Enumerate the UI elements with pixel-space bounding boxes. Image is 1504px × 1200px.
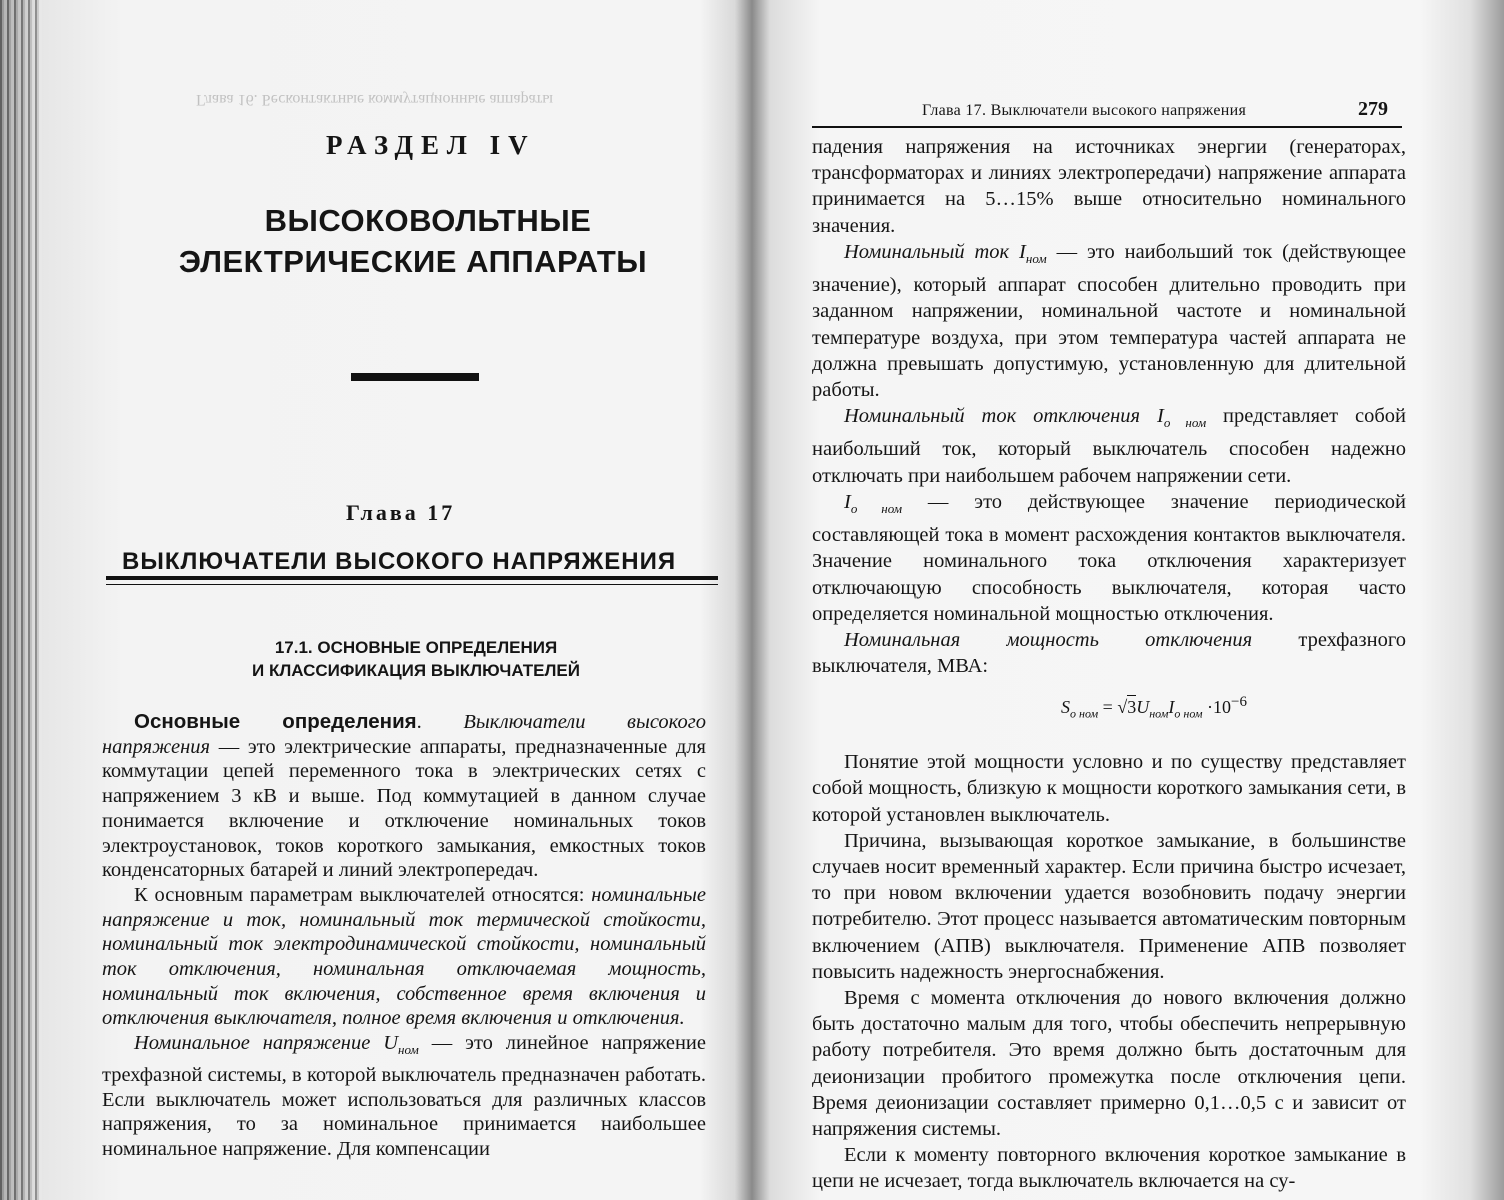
paragraph-definitions xyxy=(102,710,706,883)
term-subscript: ном xyxy=(1025,250,1047,266)
paragraph-rated-voltage xyxy=(102,1031,706,1162)
subsection-heading xyxy=(226,636,606,682)
paragraph-text: представляет собой наибольший ток, который выключатель способен надежно отключать при наибольшем рабочем напряжении сети. xyxy=(812,405,1406,487)
paragraph-auto-reclose: Причина, вызывающая короткое замыкание, в большинстве случаев носит временный характер. Если причина быстро исчезает, то при новом включении удается возобновить подачу энергии потребителю. Этот процесс называется автоматическим повторным включением (АПВ) выключателя. Применение АПВ позволяет повысить надежность энергоснабжения. xyxy=(812,829,1406,983)
decorative-bar xyxy=(351,373,479,381)
chapter-label: Глава 17 xyxy=(346,500,456,525)
paragraph-parameters xyxy=(102,883,706,1031)
parameter-list: номинальные напряжение и ток, номинальный ток термической стойкости, номинальный ток электродинамической стойкости, номинальный ток отключения, номинальная отключаемая мощность, номинальный ток включения, собственное время включения и отключения выключателя, полное время включения и отключения. xyxy=(102,883,706,1030)
formula-s-sub: о ном xyxy=(1070,706,1099,721)
term xyxy=(134,1032,419,1058)
paragraph-continued: падения напряжения на источниках энергии (генераторах, трансформаторах и линиях электропередачи) напряжение аппарата принимается на 5…15% выше относительно номинального значения. xyxy=(812,136,1406,237)
chapter-rule-thick xyxy=(106,576,718,580)
paragraph-text: трехфазного выключателя, МВА: xyxy=(812,628,1406,678)
paragraph-text: — это действующее значение периодической составляющей тока в момент расхождения контактов выключателя. Значение номинального тока отключения характеризует отключающую способность выключателя, которая часто определяется номинальной мощностью отключения. xyxy=(812,490,1406,625)
paragraph-text: — это линейное напряжение трехфазной системы, в которой выключатель предназначен работать. Если выключатель может использоваться для различных классов напряжения, то за номинальное принимается наибольшее номинальное напряжение. Для компенсации xyxy=(102,1032,706,1161)
paragraph-power-concept: Понятие этой мощности условно и по существу представляет собой мощность, близкую к мощности короткого замыкания сети, в которой установлен выключатель. xyxy=(812,751,1406,826)
section-title: РАЗДЕЛ IV xyxy=(326,130,536,160)
left-body-text xyxy=(102,710,706,1162)
chapter-title: ВЫКЛЮЧАТЕЛИ ВЫСОКОГО НАПРЯЖЕНИЯ xyxy=(122,548,677,575)
show-through-header: Глава 16. Бесконтактные коммутационные аппараты xyxy=(196,91,553,108)
term-text: I xyxy=(844,490,851,513)
left-page xyxy=(96,60,716,1180)
volume-title-line-2: ЭЛЕКТРИЧЕСКИЕ АППАРАТЫ xyxy=(178,244,648,279)
lead-dot: . xyxy=(416,711,464,733)
volume-title xyxy=(178,200,658,282)
paragraph-reclose-fault: Если к моменту повторного включения короткое замыкание в цепи не исчезает, тогда выключатель включается на су- xyxy=(812,1144,1406,1193)
term-text: Номинальный ток I xyxy=(844,240,1026,263)
term-subscript: ном xyxy=(398,1042,419,1058)
term xyxy=(844,490,903,516)
paragraph-text: — это наибольший ток (действующее значение), который аппарат способен длительно проводить при заданном напряжении, номинальной частоте и номинальной температуре воздуха, при этом температура частей аппарата не должна превышать допустимую, установленную для длительной работы. xyxy=(812,240,1406,401)
paragraph-deionization: Время с момента отключения до нового включения должно быть достаточно малым для того, чтобы обеспечить непрерывную работу потребителя. Это время должно быть достаточным для деионизации пробитого промежутка после отключения цепи. Время деионизации составляет примерно 0,1…0,5 с и зависит от напряжения системы. xyxy=(812,986,1406,1140)
term: Выключатели высокого напряжения xyxy=(102,711,706,758)
term xyxy=(844,405,1207,431)
formula-exponent: −6 xyxy=(1231,694,1247,711)
sqrt-radicand: 3 xyxy=(1127,697,1137,718)
formula-sqrt xyxy=(1117,695,1136,717)
formula-s: S xyxy=(1061,697,1070,718)
term xyxy=(844,240,1047,266)
formula-u: U xyxy=(1136,697,1150,718)
formula-breaking-power xyxy=(902,689,1406,727)
term-text: Номинальный ток отключения I xyxy=(844,405,1164,428)
formula-equals: = xyxy=(1098,697,1118,718)
chapter-rule-thin xyxy=(106,584,718,585)
paragraph-breaking-current xyxy=(812,403,1406,489)
formula-u-sub: ном xyxy=(1149,706,1169,721)
page-number: 279 xyxy=(1358,98,1388,120)
subsection-heading-line-1: 17.1. ОСНОВНЫЕ ОПРЕДЕЛЕНИЯ xyxy=(274,638,558,657)
right-page xyxy=(812,80,1412,1193)
subsection-heading-line-2: И КЛАССИФИКАЦИЯ ВЫКЛЮЧАТЕЛЕЙ xyxy=(252,661,580,680)
running-head: Глава 17. Выключатели высокого напряжения xyxy=(922,102,1247,119)
term-text: Номинальное напряжение U xyxy=(134,1032,399,1055)
page-edges xyxy=(0,0,42,1200)
formula-i: I xyxy=(1168,697,1175,718)
paragraph-text: — это электрические аппараты, предназначенные для коммутации цепей переменного тока в электрических сетях с напряжением 3 кВ и выше. Под коммутацией в данном случае понимается включение и отключение номинальных токов электроустановок, токов короткого замыкания, емкостных токов конденсаторных батарей и линий электропередач. xyxy=(102,735,706,882)
right-body-text xyxy=(812,134,1406,1195)
term-subscript: о ном xyxy=(850,500,903,516)
bold-lead: Основные определения xyxy=(134,710,417,733)
paragraph-breaking-current-def xyxy=(812,489,1406,627)
term-subscript: о ном xyxy=(1163,415,1207,431)
paragraph-rated-current xyxy=(812,239,1406,403)
paragraph-breaking-power xyxy=(812,627,1406,679)
formula-factor: ·10 xyxy=(1202,697,1232,718)
volume-title-line-1: ВЫСОКОВОЛЬТНЫЕ xyxy=(264,203,592,238)
sqrt-sign: √ xyxy=(1117,697,1128,718)
header-rule xyxy=(812,126,1402,128)
term: Номинальная мощность отключения xyxy=(844,628,1253,651)
paragraph-text: К основным параметрам выключателей относятся: xyxy=(134,883,592,906)
formula-i-sub: о ном xyxy=(1174,706,1203,721)
